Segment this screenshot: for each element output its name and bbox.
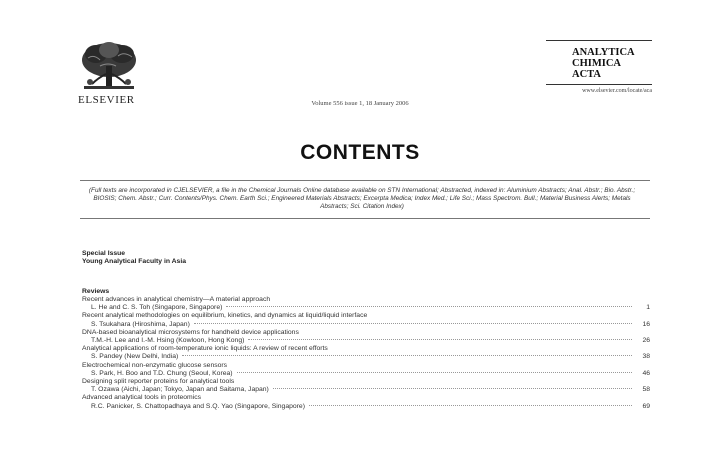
toc-entry[interactable] bbox=[82, 362, 650, 378]
article-authors-line bbox=[82, 337, 650, 345]
dot-leader bbox=[309, 405, 632, 406]
toc-entries bbox=[82, 296, 650, 411]
dot-leader bbox=[237, 372, 632, 373]
article-authors: R.C. Panicker, S. Chattopadhaya and S.Q. Yao (Singapore, Singapore) bbox=[91, 402, 305, 410]
journal-masthead bbox=[546, 40, 652, 94]
table-of-contents bbox=[82, 288, 650, 411]
dot-leader bbox=[248, 339, 632, 340]
article-authors: S. Tsukahara (Hiroshima, Japan) bbox=[91, 320, 190, 328]
special-issue-name: Young Analytical Faculty in Asia bbox=[82, 258, 186, 265]
toc-entry[interactable] bbox=[82, 296, 650, 312]
article-authors: L. He and C. S. Toh (Singapore, Singapore) bbox=[91, 304, 223, 312]
dot-leader bbox=[194, 323, 632, 324]
article-authors-line bbox=[82, 321, 650, 329]
indexing-note: (Full texts are incorporated in CJELSEVIER, a file in the Chemical Journals Online database available on STN International; Abstracted, indexed in: Aluminium Abstracts; Anal. Abstr.; Bio. Abstr.; BIOSIS; Chem. Abstr.; Curr. Contents/Phys. Chem. Earth Sci.; Engineered Materials Abstracts; Excerpta Medica; Index Med.; Life Sci.; Mass Spectrom. Bull.; Material Business Alerts; Metals Abstracts; Sci. Citation Index) bbox=[88, 187, 636, 211]
article-authors-line bbox=[82, 304, 650, 312]
journal-url: www.elsevier.com/locate/aca bbox=[582, 88, 652, 94]
article-authors-line bbox=[82, 353, 650, 361]
divider-bottom bbox=[80, 218, 650, 219]
page-number: 46 bbox=[642, 369, 650, 377]
divider-top bbox=[80, 180, 650, 181]
special-issue-label: Special Issue bbox=[82, 250, 126, 257]
journal-name-line-2: CHIMICA bbox=[572, 58, 621, 69]
volume-issue-line: Volume 556 issue 1, 18 January 2006 bbox=[311, 100, 409, 107]
toc-entry[interactable] bbox=[82, 345, 650, 361]
article-title[interactable]: Advanced analytical tools in proteomics bbox=[82, 394, 202, 402]
article-authors-line bbox=[82, 403, 650, 411]
dot-leader bbox=[226, 306, 632, 307]
toc-category: Reviews bbox=[82, 288, 110, 295]
article-title[interactable]: DNA-based bioanalytical microsystems for handheld device applications bbox=[82, 328, 299, 336]
journal-name-line-3: ACTA bbox=[572, 69, 601, 80]
article-title[interactable]: Recent analytical methodologies on equilibrium, kinetics, and dynamics at liquid/liquid interface bbox=[82, 312, 368, 320]
journal-name-line-1: ANALYTICA bbox=[572, 47, 635, 58]
article-title[interactable]: Electrochemical non-enzymatic glucose sensors bbox=[82, 361, 228, 369]
article-title[interactable]: Recent advances in analytical chemistry—A material approach bbox=[82, 296, 271, 303]
article-authors-line bbox=[82, 386, 650, 394]
masthead-top-rule bbox=[546, 40, 652, 41]
page-number: 16 bbox=[642, 320, 650, 328]
toc-entry[interactable] bbox=[82, 378, 650, 394]
page-number: 69 bbox=[642, 402, 650, 410]
article-authors: T. Ozawa (Aichi, Japan; Tokyo, Japan and Saitama, Japan) bbox=[91, 386, 269, 394]
elsevier-tree-logo-icon bbox=[78, 40, 140, 92]
dot-leader bbox=[273, 388, 632, 389]
article-title[interactable]: Analytical applications of room-temperature ionic liquids: A review of recent efforts bbox=[82, 345, 328, 353]
toc-entry[interactable] bbox=[82, 312, 650, 328]
dot-leader bbox=[182, 355, 632, 356]
page-number: 1 bbox=[646, 304, 650, 312]
masthead-bottom-rule bbox=[546, 84, 652, 85]
publisher-name: ELSEVIER bbox=[78, 94, 135, 106]
article-authors: S. Park, H. Boo and T.D. Chung (Seoul, Korea) bbox=[91, 369, 233, 377]
toc-entry[interactable] bbox=[82, 329, 650, 345]
article-title[interactable]: Designing split reporter proteins for analytical tools bbox=[82, 378, 235, 386]
article-authors-line bbox=[82, 370, 650, 378]
page-number: 26 bbox=[642, 337, 650, 345]
article-authors: T.M.-H. Lee and I.-M. Hsing (Kowloon, Hong Kong) bbox=[91, 337, 245, 345]
article-authors: S. Pandey (New Delhi, India) bbox=[91, 353, 179, 361]
page-number: 58 bbox=[642, 386, 650, 394]
page-number: 38 bbox=[642, 353, 650, 361]
page-title: CONTENTS bbox=[300, 141, 420, 164]
toc-entry[interactable] bbox=[82, 394, 650, 410]
